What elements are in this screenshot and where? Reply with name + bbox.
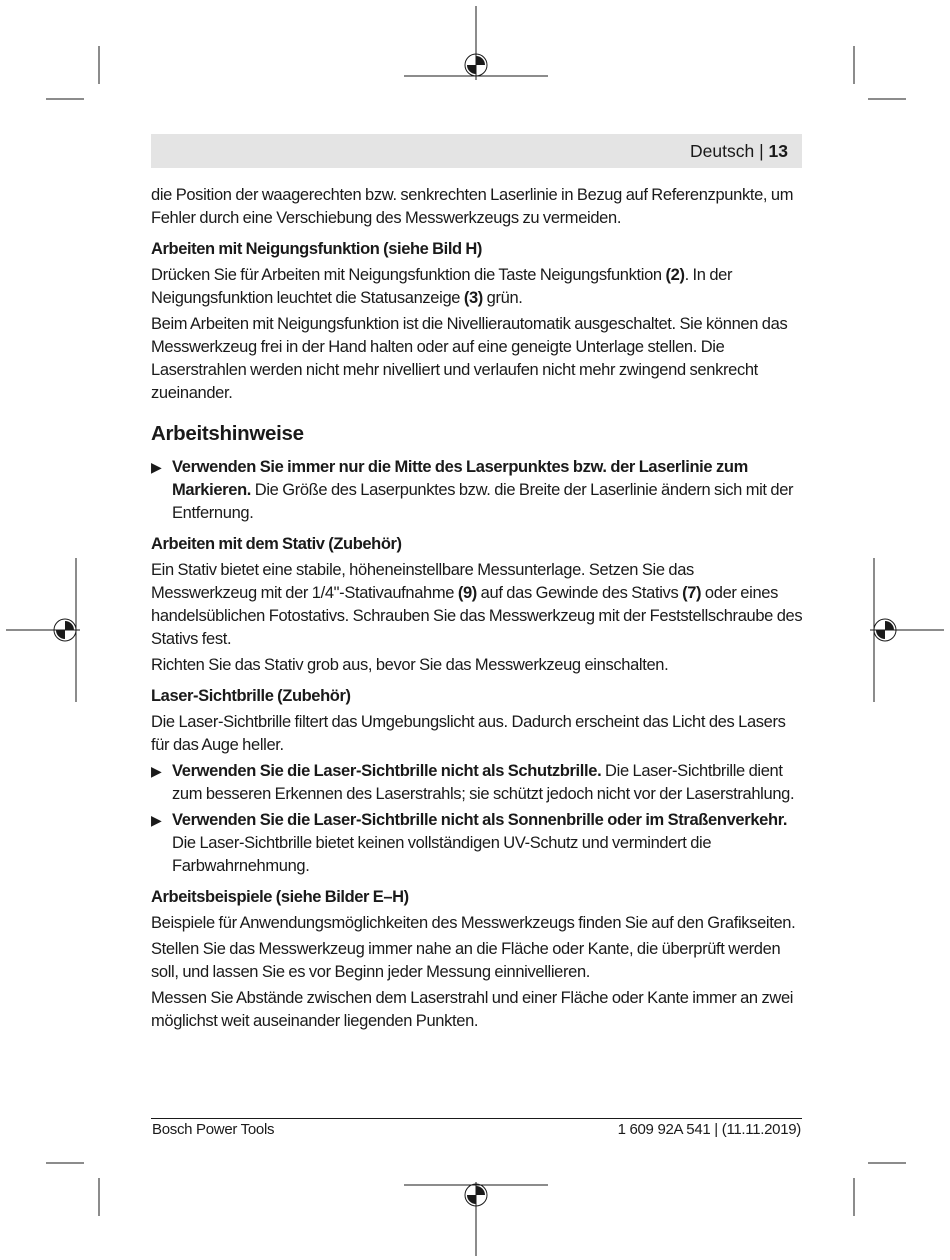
warning-bullet-laser-center: ▶ Verwenden Sie immer nur die Mitte des Laserpunktes bzw. der Laserlinie zum Markieren. Die Größe des Laserpunktes bzw. die Breite der Laserlinie ändern sich mit der Entfernung. — [151, 458, 794, 522]
bullet-triangle-icon: ▶ — [151, 763, 162, 779]
examples-paragraph-3: Messen Sie Abstände zwischen dem Laserstrahl und einer Fläche oder Kante immer an zwei möglichst weit auseinander liegenden Punkten. — [151, 989, 794, 1030]
warning-bullet-not-sunglasses: ▶ Verwenden Sie die Laser-Sichtbrille nicht als Sonnenbrille oder im Straßenverkehr. Die Laser-Sichtbrille bietet keinen vollständigen UV-Schutz und vermindert die Farbwahrnehmung. — [151, 811, 788, 875]
intro-paragraph: die Position der waagerechten bzw. senkrechten Laserlinie in Bezug auf Referenzpunkte, um Fehler durch eine Verschiebung des Messwerkzeugs zu vermeiden. — [151, 186, 794, 227]
tripod-paragraph-1: Ein Stativ bietet eine stabile, höheneinstellbare Messunterlage. Setzen Sie das Messwerkzeug mit der 1/4"-Stativaufnahme (9) auf das Gewinde des Stativs (7) oder eines handelsüblichen Fotostativs. Schrauben Sie das Messwerkzeug mit der Feststellschraube des Stativs fest. — [151, 561, 803, 648]
header-separator: | — [754, 141, 769, 161]
tilt-function-paragraph-2: Beim Arbeiten mit Neigungsfunktion ist die Nivellierautomatik ausgeschaltet. Sie können das Messwerkzeug frei in der Hand halten oder auf eine geneigte Unterlage stellen. Die Laserstrahlen werden nicht mehr nivelliert und verlaufen nicht mehr zwingend senkrecht zueinander. — [151, 315, 788, 402]
ref-status-indicator: (3) — [463, 289, 483, 307]
ref-tripod: (7) — [682, 584, 702, 602]
header-label — [690, 141, 788, 161]
bullet-triangle-icon: ▶ — [151, 459, 162, 475]
footer-brand: Bosch Power Tools — [152, 1121, 275, 1138]
laser-glasses-heading: Laser-Sichtbrille (Zubehör) — [151, 687, 351, 705]
tripod-heading: Arbeiten mit dem Stativ (Zubehör) — [151, 535, 402, 553]
tilt-function-paragraph-1: Drücken Sie für Arbeiten mit Neigungsfunktion die Taste Neigungsfunktion (2). In der Neigungsfunktion leuchtet die Statusanzeige (3) grün. — [151, 266, 733, 307]
tripod-paragraph-2: Richten Sie das Stativ grob aus, bevor Sie das Messwerkzeug einschalten. — [151, 656, 669, 674]
warning-bullet-not-safety-glasses: ▶ Verwenden Sie die Laser-Sichtbrille nicht als Schutzbrille. Die Laser-Sichtbrille dient zum besseren Erkennen des Laserstrahls; sie schützt jedoch nicht vor der Laserstrahlung. — [151, 762, 795, 803]
ref-tilt-button: (2) — [665, 266, 685, 284]
examples-paragraph-2: Stellen Sie das Messwerkzeug immer nahe an die Fläche oder Kante, die überprüft werden soll, und lassen Sie es vor Beginn jeder Messung einnivellieren. — [151, 940, 781, 981]
tilt-function-heading: Arbeiten mit Neigungsfunktion (siehe Bild H) — [151, 240, 482, 258]
laser-glasses-paragraph: Die Laser-Sichtbrille filtert das Umgebungslicht aus. Dadurch erscheint das Licht des Lasers für das Auge heller. — [151, 713, 786, 754]
page-header — [151, 134, 802, 168]
page-content — [151, 184, 803, 1036]
examples-paragraph-1: Beispiele für Anwendungsmöglichkeiten des Messwerkzeugs finden Sie auf den Grafikseiten. — [151, 914, 796, 932]
section-heading-working-tips: Arbeitshinweise — [151, 422, 304, 445]
footer-rule — [151, 1118, 802, 1119]
examples-heading: Arbeitsbeispiele (siehe Bilder E–H) — [151, 888, 409, 906]
ref-tripod-mount: (9) — [457, 584, 477, 602]
header-language: Deutsch — [690, 141, 755, 161]
footer-doc-number: 1 609 92A 541 | (11.11.2019) — [617, 1121, 801, 1138]
bullet-triangle-icon: ▶ — [151, 812, 162, 828]
page-number: 13 — [768, 141, 788, 161]
